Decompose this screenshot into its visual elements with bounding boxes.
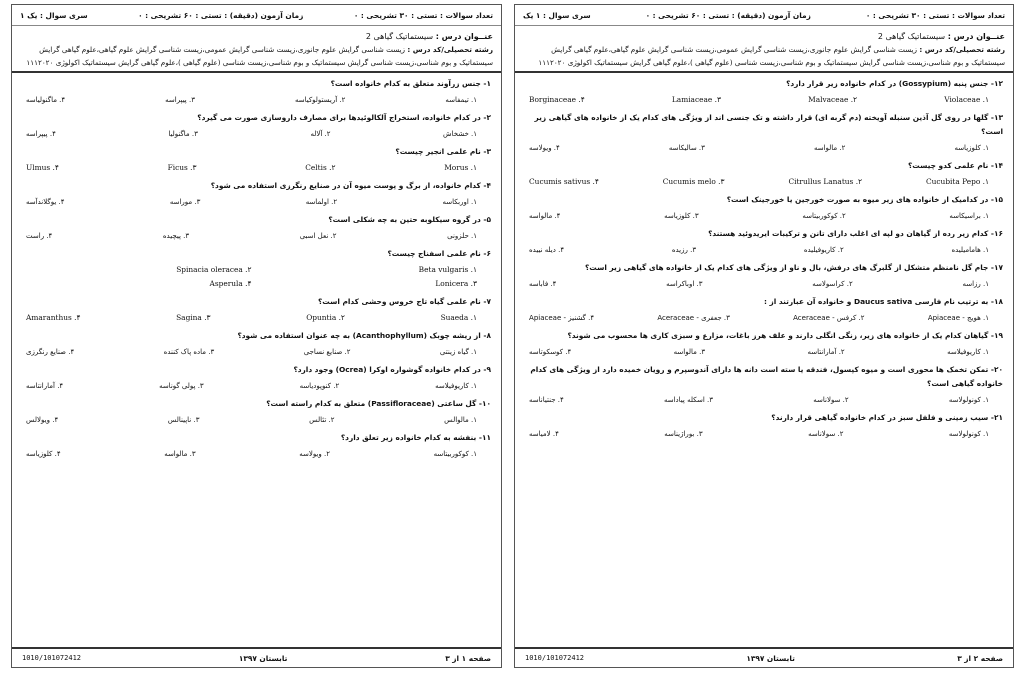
answer-option: ۲. کنوپودیاسه xyxy=(299,382,340,390)
answer-options xyxy=(525,241,1003,257)
answer-option: ۴. گشنیز - Apiaceae xyxy=(529,314,595,322)
answer-options xyxy=(22,261,491,291)
answer-option: ۱. گیاه زینتی xyxy=(439,348,477,356)
question-text: ۱۴- نام علمی کدو چیست؟ xyxy=(908,161,1003,170)
exam-header xyxy=(12,5,501,26)
answer-option: ۴. دیله نییده xyxy=(529,246,565,254)
question-text: ۶- نام علمی اسفناج چیست؟ xyxy=(387,249,491,258)
answer-option: ۳. مالواسه xyxy=(673,348,706,356)
answer-option: ۴. ویولالس xyxy=(26,416,59,424)
exam-code: 1010/101072412 xyxy=(525,654,585,662)
question-item xyxy=(22,329,491,359)
question-item xyxy=(22,213,491,243)
answer-option: Amaranthus .۴ xyxy=(26,313,81,322)
question-list xyxy=(515,73,1013,441)
answer-option: ۴. پیپراسه xyxy=(26,130,56,138)
course-title: سیستماتیک گیاهی 2 xyxy=(877,32,946,41)
answer-option: ۲. نعل اسبی xyxy=(299,232,337,240)
answer-option: Morus .۱ xyxy=(444,163,477,172)
answer-option: ۳. ماگنولیا xyxy=(168,130,198,138)
answer-option: ۲. آلاله xyxy=(310,130,331,138)
question-text: ۹- در کدام خانواده گوشواره اوکرا (Ocrea) وجود دارد؟ xyxy=(293,365,491,374)
answer-options xyxy=(22,159,491,175)
question-item xyxy=(22,295,491,325)
answer-options xyxy=(22,309,491,325)
answer-option: ۳. موراسه xyxy=(169,198,201,206)
question-text: ۱۱- بنفشه به کدام خانواده زیر تعلق دارد؟ xyxy=(340,433,491,442)
answer-option: Ficus .۳ xyxy=(167,163,197,172)
question-text: ۱۳- گلها در روی گل آذین سنبله آویخته (دم گربه ای) قرار داشته و تک جنسی اند از ویژگی های کدام یک از خانواده های گیاهی زیر است؟ xyxy=(534,113,1003,136)
answer-option: ۲. کاریوفیلیده xyxy=(803,246,844,254)
exam-term: تابستان ۱۳۹۷ xyxy=(746,653,795,663)
answer-option: ۳. ناپینالس xyxy=(167,416,200,424)
exam-code: 1010/101072412 xyxy=(22,654,82,662)
answer-option: ۲. سولاناسه xyxy=(813,396,849,404)
answer-options xyxy=(525,391,1003,407)
question-item xyxy=(525,77,1003,107)
answer-option: Sagina .۳ xyxy=(176,313,211,322)
answer-option: ۳. ماده پاک کننده xyxy=(163,348,215,356)
answer-option: Ulmus .۴ xyxy=(26,163,59,172)
answer-option: Malvaceae .۲ xyxy=(808,95,858,104)
question-item xyxy=(525,261,1003,291)
major-label: رشته تحصیلی/کد درس : xyxy=(919,45,1005,54)
question-text: ۲۰- تمکن تخمک ها محوری است و میوه کپسول، فندقه یا سته است دانه ها دارای آندوسپرم و رویان خمیده دارد از ویژگی های کدام خانواده گیاهی است؟ xyxy=(530,365,1003,388)
answer-options xyxy=(525,275,1003,291)
answer-option: Spinacia oleracea .۲ xyxy=(176,265,252,274)
question-item xyxy=(525,227,1003,257)
course-label: عنــوان درس : xyxy=(947,32,1005,41)
exam-header xyxy=(515,5,1013,26)
answer-option: Cucumis sativus .۴ xyxy=(529,177,599,186)
answer-option: ۳. پولی گوناسه xyxy=(159,382,204,390)
question-item xyxy=(22,145,491,175)
question-item xyxy=(22,111,491,141)
answer-option: ۱. کوکوربیتاسه xyxy=(433,450,477,458)
question-text: ۲- در کدام خانواده، استخراج آلکالوئیدها برای مصارف داروسازی صورت می گیرد؟ xyxy=(197,113,491,122)
answer-option: ۱. خشخاش xyxy=(443,130,477,138)
answer-option: ۱. کونولولاسه xyxy=(948,396,989,404)
answer-option: Celtis .۲ xyxy=(305,163,336,172)
answer-option: ۲. سولاناسه xyxy=(808,430,844,438)
question-text: ۳- نام علمی انجیر چیست؟ xyxy=(395,147,491,156)
course-label: عنــوان درس : xyxy=(435,32,493,41)
answer-option: Beta vulgaris .۱ xyxy=(418,265,477,274)
major-value: زیست شناسی گرایش علوم جانوری،زیست شناسی گرایش عمومی،زیست شناسی گرایش علوم گیاهی،علوم گیاهی گرایش سیستماتیک و بوم شناسی،زیست شناسی گرایش سیستماتیک و بوم شناسی،زیست شناسی (علوم گیاهی )،علوم گیاهی گرایش سیستماتیک اکولوژی ۱۱۱۲۰۲۰ xyxy=(538,45,1005,67)
question-text: ۱۶- کدام زیر رده از گیاهان دو لپه ای اغلب دارای تانن و ترکیبات ایریدوئید هستند؟ xyxy=(708,229,1003,238)
question-series: سری سوال : یک ۱ xyxy=(20,10,88,20)
answer-option: ۳. اوباکراسه xyxy=(666,280,703,288)
answer-option: ۱. حلزونی xyxy=(447,232,477,240)
course-info xyxy=(12,26,501,71)
answer-option: Borginaceae .۴ xyxy=(529,95,585,104)
answer-options xyxy=(525,139,1003,155)
question-text: ۱۸- به ترتیب نام فارسی Daucus sativa و خانواده آن عبارتند از : xyxy=(763,297,1003,306)
page-footer xyxy=(12,647,501,667)
answer-options xyxy=(22,91,491,107)
question-item xyxy=(525,193,1003,223)
question-item xyxy=(525,295,1003,325)
answer-options xyxy=(525,207,1003,223)
question-item xyxy=(525,159,1003,189)
question-item xyxy=(22,431,491,461)
question-item xyxy=(22,363,491,393)
answer-option: ۴. فاباسه xyxy=(529,280,557,288)
answer-option: ۳. جعفری - Aceraceae xyxy=(657,314,730,322)
answer-options xyxy=(22,411,491,427)
exam-page-1 xyxy=(11,4,502,668)
question-item xyxy=(22,247,491,291)
answer-option: ۱. کاریوفیلاسه xyxy=(947,348,989,356)
question-item xyxy=(22,77,491,107)
answer-option: Cucumis melo .۳ xyxy=(662,177,725,186)
answer-option: ۳. پیچیده xyxy=(162,232,190,240)
answer-option: ۲. صنایع نساجی xyxy=(303,348,351,356)
answer-option: Cucubita Pepo .۱ xyxy=(926,177,989,186)
question-item xyxy=(22,397,491,427)
question-item xyxy=(525,411,1003,441)
answer-option: ۴. لامیاسه xyxy=(529,430,559,438)
page-number: صفحه ۲ از ۳ xyxy=(957,653,1003,663)
question-text: ۲۱- سیب زمینی و فلفل سبز در کدام خانواده گیاهی قرار دارند؟ xyxy=(771,413,1003,422)
question-series: سری سوال : ۱ یک xyxy=(523,10,591,20)
answer-option: ۱. هامامیلیده xyxy=(951,246,989,254)
answer-option: ۴. یوگلاندآسه xyxy=(26,198,65,206)
question-text: ۱۰- گل ساعتی (Passifloraceae) متعلق به کدام راسته است؟ xyxy=(266,399,491,408)
course-title: سیستماتیک گیاهی 2 xyxy=(365,32,434,41)
answer-options xyxy=(22,193,491,209)
answer-option: Lamiaceae .۳ xyxy=(671,95,721,104)
answer-options xyxy=(525,425,1003,441)
answer-option: ۲. کوکوربیتاسه xyxy=(802,212,846,220)
answer-option: ۱. هویج - Apiaceae xyxy=(927,314,989,322)
answer-option: ۴. ویولاسه xyxy=(529,144,560,152)
answer-option: ۳. مالواسه xyxy=(164,450,196,458)
answer-option: Citrullus Lanatus .۲ xyxy=(788,177,863,186)
answer-options xyxy=(525,91,1003,107)
answer-option: ۴. مالواسه xyxy=(529,212,561,220)
answer-options xyxy=(22,377,491,393)
answer-option: ۲. کرفس - Aceraceae xyxy=(793,314,865,322)
question-list xyxy=(12,73,501,461)
answer-option: ۱. کاریوفیلاسه xyxy=(435,382,477,390)
question-item xyxy=(525,329,1003,359)
answer-option: ۴. جنتیاناسه xyxy=(529,396,564,404)
answer-option: Violaceae .۱ xyxy=(944,95,989,104)
answer-option: ۳. اسکله پیاداسه xyxy=(663,396,714,404)
answer-option: ۱. مالوالس xyxy=(444,416,477,424)
answer-option: ۲. تئالس xyxy=(309,416,335,424)
answer-option: ۳. پیپراسه xyxy=(165,96,195,104)
exam-page-2 xyxy=(514,4,1014,668)
exam-term: تابستان ۱۳۹۷ xyxy=(238,653,288,663)
exam-time: زمان آزمون (دقیقه) : تستی : ۶۰ تشریحی : ۰ xyxy=(645,10,811,20)
question-text: ۸- از ریشه چوبک (Acanthophyllum) به چه عنوان استفاده می شود؟ xyxy=(237,331,491,340)
answer-option: Asperula .۴ xyxy=(209,279,252,288)
question-text: ۱- جنس زرآوند متعلق به کدام خانواده است؟ xyxy=(330,79,491,88)
answer-options xyxy=(525,343,1003,359)
answer-options xyxy=(22,445,491,461)
answer-option: ۲. ویولاسه xyxy=(299,450,330,458)
question-item xyxy=(525,111,1003,155)
course-info xyxy=(515,26,1013,71)
question-text: ۱۵- در کدامیک از خانواده های زیر میوه به صورت خورجین یا خورجینک است؟ xyxy=(726,195,1003,204)
answer-option: ۳. سالیکاسه xyxy=(668,144,705,152)
question-item xyxy=(22,179,491,209)
answer-option: ۲. مالواسه xyxy=(813,144,846,152)
answer-option: ۱. رزاسه xyxy=(962,280,989,288)
answer-option: ۱. کلوزیاسه xyxy=(954,144,989,152)
answer-option: ۱. تیمفاسه xyxy=(445,96,477,104)
question-text: ۷- نام علمی گیاه تاج خروس وحشی کدام است؟ xyxy=(317,297,491,306)
answer-options xyxy=(22,343,491,359)
answer-option: ۱. کونولولاسه xyxy=(948,430,989,438)
answer-option: ۴. کوسکوتاسه xyxy=(529,348,572,356)
answer-option: ۲. کراسولاسه xyxy=(812,280,853,288)
answer-option: ۱. اوربکاسه xyxy=(442,198,477,206)
major-value: زیست شناسی گرایش علوم جانوری،زیست شناسی گرایش عمومی،زیست شناسی گرایش علوم گیاهی،علوم گیاهی گرایش سیستماتیک و بوم شناسی،زیست شناسی گرایش سیستماتیک و بوم شناسی،زیست شناسی (علوم گیاهی )،علوم گیاهی گرایش سیستماتیک اکولوژی ۱۱۱۲۰۲۰ xyxy=(26,45,493,67)
answer-option: ۳. بوراژیناسه xyxy=(664,430,703,438)
answer-option: Opuntia .۲ xyxy=(306,313,345,322)
answer-options xyxy=(22,125,491,141)
question-count: تعداد سوالات : تستی : ۳۰ تشریحی : ۰ xyxy=(865,10,1005,20)
answer-options xyxy=(22,227,491,243)
question-text: ۵- در گروه سیکلوبه حتین به چه شکلی است؟ xyxy=(328,215,491,224)
answer-option: ۴. ماگنولیاسه xyxy=(26,96,66,104)
answer-option: ۴. راست xyxy=(26,232,53,240)
page-footer xyxy=(515,647,1013,667)
answer-option: ۳. رزیده xyxy=(671,246,697,254)
question-item xyxy=(525,363,1003,407)
answer-option: ۲. اولماسه xyxy=(305,198,338,206)
answer-option: ۱. براسیکاسه xyxy=(949,212,989,220)
exam-time: زمان آزمون (دقیقه) : تستی : ۶۰ تشریحی : ۰ xyxy=(138,10,304,20)
answer-option: Suaeda .۱ xyxy=(440,313,477,322)
answer-options xyxy=(525,173,1003,189)
answer-option: ۲. آریستولوکیاسه xyxy=(294,96,346,104)
answer-options xyxy=(525,309,1003,325)
answer-option: ۴. آمارانتاسه xyxy=(26,382,64,390)
page-number: صفحه ۱ از ۳ xyxy=(445,653,491,663)
question-text: ۱۷- جام گل نامنظم متشکل از گلبرگ های درفش، بال و ناو از ویژگی های کدام یک از خانواده های گیاهی زیر است؟ xyxy=(584,263,1003,272)
answer-option: ۲. آمارانتاسه xyxy=(807,348,845,356)
question-text: ۱۲- جنس پنبه (Gossypium) در کدام خانواده زیر قرار دارد؟ xyxy=(786,79,1003,88)
major-label: رشته تحصیلی/کد درس : xyxy=(407,45,493,54)
question-count: تعداد سوالات : تستی : ۳۰ تشریحی : ۰ xyxy=(353,10,493,20)
answer-option: ۳. کلوزیاسه xyxy=(664,212,699,220)
answer-option: Lonicera .۳ xyxy=(435,279,477,288)
question-text: ۱۹- گیاهان کدام یک از خانواده های زیر، زنگی انگلی دارند و علف هرز باغات، مزارع و سبزی کاری ها محسوب می شوند؟ xyxy=(567,331,1003,340)
answer-option: ۴. صنایع رنگرزی xyxy=(26,348,75,356)
answer-option: ۴. کلوزیاسه xyxy=(26,450,61,458)
question-text: ۴- کدام خانواده، از برگ و پوست میوه آن در صنایع رنگرزی استفاده می شود؟ xyxy=(210,181,491,190)
